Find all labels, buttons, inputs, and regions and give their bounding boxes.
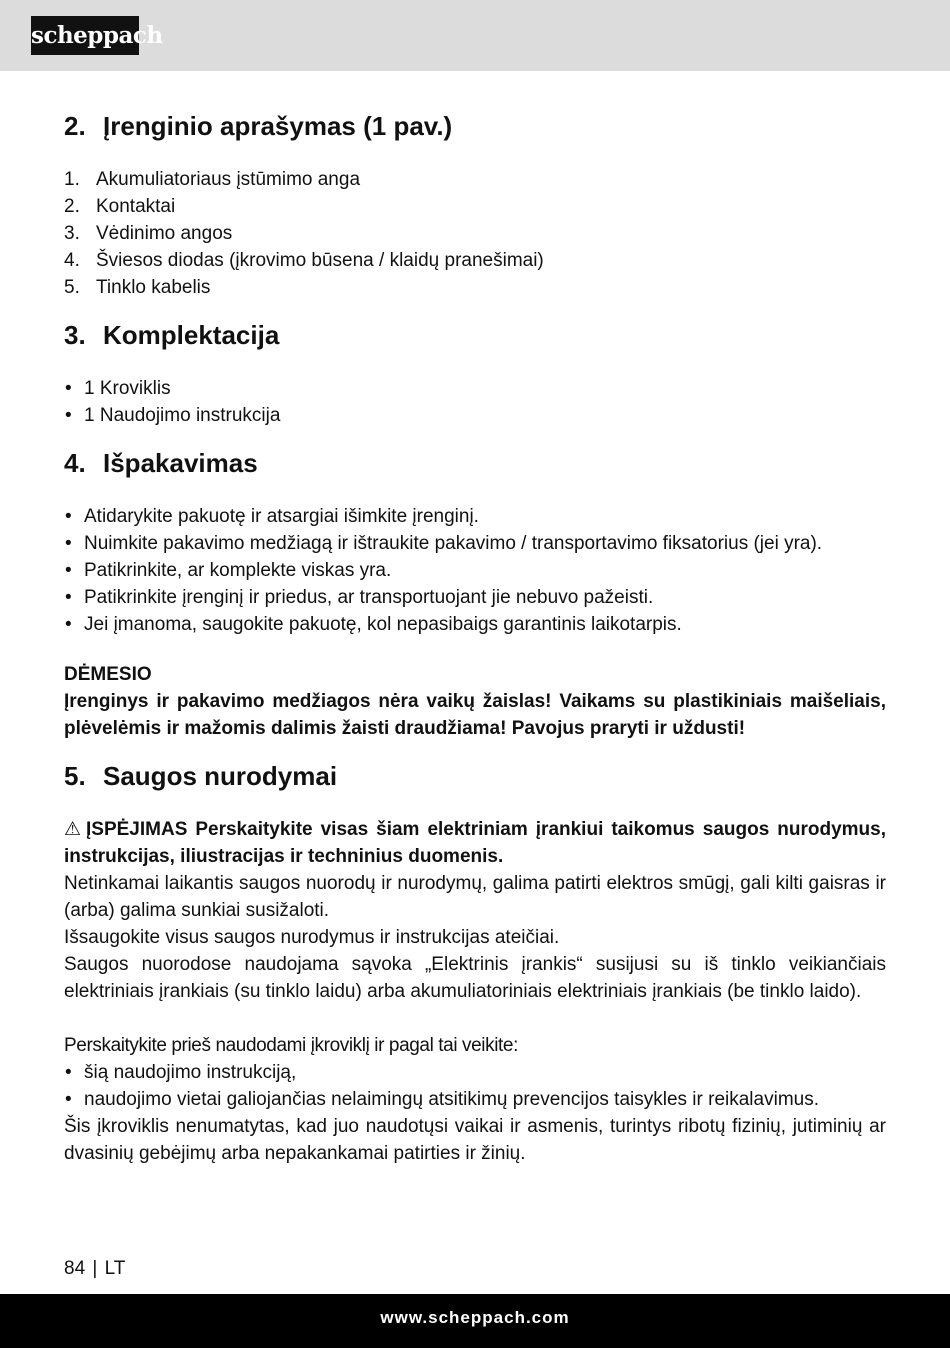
language-code: LT (104, 1258, 126, 1279)
list-item (64, 1059, 886, 1086)
item-text: Kontaktai (96, 196, 176, 217)
website-url: www.scheppach.com (380, 1308, 570, 1327)
item-number: 4. (64, 250, 80, 271)
page-content (64, 108, 886, 1167)
section-number: 4. (64, 448, 86, 478)
safety-paragraph-3: Saugos nuorodose naudojama sąvoka „Elektrinis įrankis“ susijusi su iš tinklo veikiančiais elektriniais įrankiais (su tinklo laidu) arba akumuliatoriniais elektriniais įrankiais (be tinklo laido). (64, 954, 886, 1002)
item-text: 1 Kroviklis (84, 378, 171, 399)
item-text: 1 Naudojimo instrukcija (84, 405, 281, 426)
bullet-icon: • (65, 560, 72, 581)
section-3-heading (64, 317, 886, 353)
item-text: Patikrinkite, ar komplekte viskas yra. (84, 560, 392, 581)
read-before-use-intro: Perskaitykite prieš naudodami įkroviklį ir pagal tai veikite: (64, 1035, 518, 1056)
unpacking-steps-list (64, 503, 886, 638)
list-item (64, 1086, 886, 1113)
package-contents-list (64, 375, 886, 429)
page-number: 84 (64, 1258, 86, 1279)
section-5-heading (64, 758, 886, 794)
bullet-icon: • (65, 405, 72, 426)
section-2-heading (64, 108, 886, 144)
attention-text: Įrenginys ir pakavimo medžiagos nėra vaikų žaislas! Vaikams su plastikiniais maišeliais, plėvelėmis ir mažomis dalimis žaisti draudžiama! Pavojus praryti ir uždusti! (64, 691, 886, 739)
item-number: 1. (64, 169, 80, 190)
item-text: šią naudojimo instrukciją, (84, 1062, 297, 1083)
list-item (64, 402, 886, 429)
item-number: 2. (64, 196, 80, 217)
item-number: 3. (64, 223, 80, 244)
safety-warning (64, 816, 886, 870)
item-text: Atidarykite pakuotę ir atsargiai išimkite įrenginį. (84, 506, 479, 527)
list-item (64, 220, 886, 247)
item-text: Tinklo kabelis (96, 277, 211, 298)
page-footer (0, 1294, 950, 1348)
section-title: Komplektacija (103, 320, 280, 350)
list-item (64, 611, 886, 638)
brand-logo: scheppach (31, 16, 139, 55)
section-title: Įrenginio aprašymas (1 pav.) (103, 111, 453, 141)
list-item (64, 584, 886, 611)
list-item (64, 530, 886, 557)
section-title: Išpakavimas (103, 448, 258, 478)
item-text: Šviesos diodas (įkrovimo būsena / klaidų pranešimai) (96, 250, 544, 271)
separator: | (92, 1258, 98, 1279)
safety-paragraph-2: Išsaugokite visus saugos nurodymus ir instrukcijas ateičiai. (64, 927, 560, 948)
safety-paragraph-1: Netinkamai laikantis saugos nuorodų ir nurodymų, galima patirti elektros smūgį, gali kilti gaisras ir (arba) galima sunkiai susižaloti. (64, 873, 886, 921)
page-header (0, 0, 950, 71)
list-item (64, 193, 886, 220)
bullet-icon: • (65, 533, 72, 554)
attention-title: DĖMESIO (64, 664, 152, 685)
bullet-icon: • (65, 506, 72, 527)
list-item (64, 166, 886, 193)
read-before-use-list (64, 1059, 886, 1113)
page-number-label (64, 1255, 125, 1282)
item-text: Akumuliatoriaus įstūmimo anga (96, 169, 361, 190)
item-text: Vėdinimo angos (96, 223, 233, 244)
item-number: 5. (64, 277, 80, 298)
list-item (64, 503, 886, 530)
safety-paragraph-4: Šis įkroviklis nenumatytas, kad juo naudotųsi vaikai ir asmenis, turintys ribotų fizinių, jutiminių ar dvasinių gebėjimų arba nepakankamai patirties ir žinių. (64, 1116, 886, 1164)
list-item (64, 274, 886, 301)
item-text: Jei įmanoma, saugokite pakuotę, kol nepasibaigs garantinis laikotarpis. (84, 614, 682, 635)
bullet-icon: • (65, 587, 72, 608)
item-text: naudojimo vietai galiojančias nelaimingų atsitikimų prevencijos taisykles ir reikalavimus. (84, 1089, 819, 1110)
attention-notice (64, 661, 886, 742)
warning-triangle-icon: ⚠ (64, 819, 82, 840)
warning-text: ĮSPĖJIMAS Perskaitykite visas šiam elektriniam įrankiui taikomus saugos nurodymus, instrukcijas, iliustracijas ir techninius duomenis. (64, 819, 886, 867)
device-parts-list (64, 166, 886, 301)
section-number: 5. (64, 761, 86, 791)
item-text: Patikrinkite įrenginį ir priedus, ar transportuojant jie nebuvo pažeisti. (84, 587, 654, 608)
section-number: 3. (64, 320, 86, 350)
list-item (64, 247, 886, 274)
section-number: 2. (64, 111, 86, 141)
bullet-icon: • (65, 614, 72, 635)
list-item (64, 375, 886, 402)
bullet-icon: • (65, 1062, 72, 1083)
section-4-heading (64, 445, 886, 481)
item-text: Nuimkite pakavimo medžiagą ir ištraukite pakavimo / transportavimo fiksatorius (jei yra). (84, 533, 823, 554)
list-item (64, 557, 886, 584)
bullet-icon: • (65, 1089, 72, 1110)
section-title: Saugos nurodymai (103, 761, 338, 791)
bullet-icon: • (65, 378, 72, 399)
